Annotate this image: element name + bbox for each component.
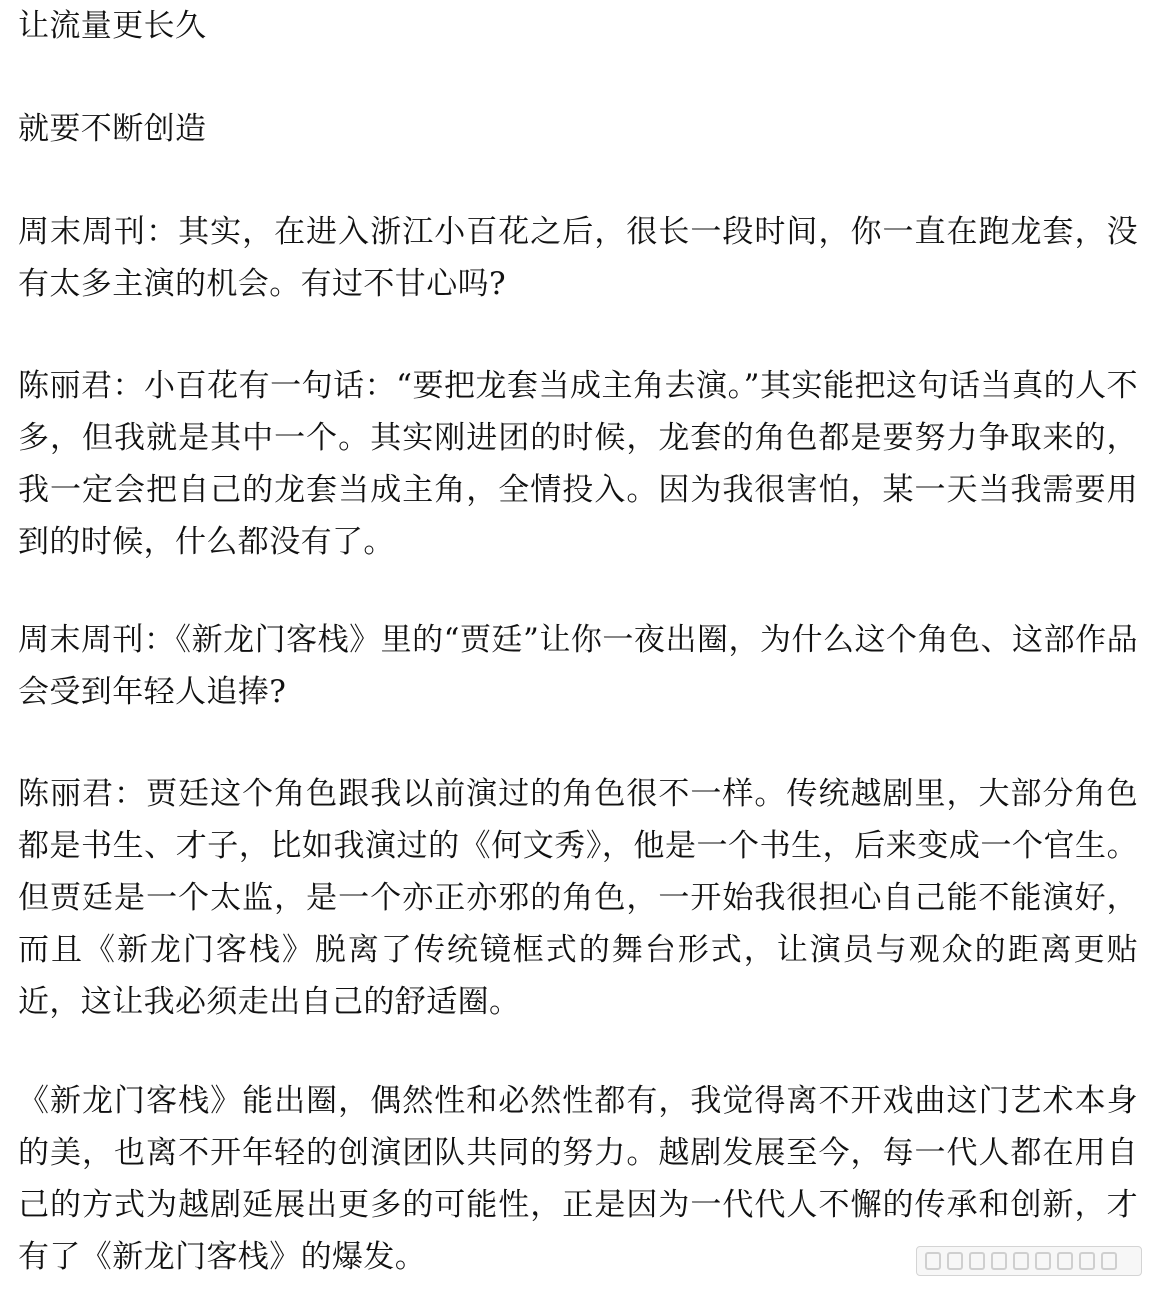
watermark-logo xyxy=(916,1246,1142,1276)
heading-line-1: 让流量更长久 xyxy=(18,8,207,44)
question-paragraph: 周末周刊：其实，在进入浙江小百花之后，很长一段时间，你一直在跑龙套，没有太多主演的机会。有过不甘心吗? xyxy=(18,214,1138,302)
watermark-glyph xyxy=(991,1252,1007,1270)
watermark-glyph xyxy=(1013,1252,1029,1270)
watermark-glyph xyxy=(947,1252,963,1270)
watermark-glyph xyxy=(1035,1252,1051,1270)
watermark-glyph xyxy=(1057,1252,1073,1270)
watermark-glyph xyxy=(969,1252,985,1270)
watermark-glyph xyxy=(1079,1252,1095,1270)
watermark-glyph xyxy=(925,1252,941,1270)
body-paragraph: 《新龙门客栈》能出圈，偶然性和必然性都有，我觉得离不开戏曲这门艺术本身的美，也离不开年轻的创演团队共同的努力。越剧发展至今，每一代人都在用自己的方式为越剧延展出更多的可能性，正是因为一代代人不懈的传承和创新，才有了《新龙门客栈》的爆发。 xyxy=(18,1083,1138,1275)
answer-paragraph: 陈丽君：小百花有一句话：“要把龙套当成主角去演。”其实能把这句话当真的人不多，但我就是其中一个。其实刚进团的时候，龙套的角色都是要努力争取来的，我一定会把自己的龙套当成主角，全情投入。因为我很害怕，某一天当我需要用到的时候，什么都没有了。 xyxy=(18,368,1138,560)
watermark-glyph xyxy=(1101,1252,1117,1270)
answer-paragraph: 陈丽君：贾廷这个角色跟我以前演过的角色很不一样。传统越剧里，大部分角色都是书生、才子，比如我演过的《何文秀》，他是一个书生，后来变成一个官生。但贾廷是一个太监，是一个亦正亦邪的角色，一开始我很担心自己能不能演好，而且《新龙门客栈》脱离了传统镜框式的舞台形式，让演员与观众的距离更贴近，这让我必须走出自己的舒适圈。 xyxy=(18,776,1138,1020)
question-paragraph: 周末周刊：《新龙门客栈》里的“贾廷”让你一夜出圈，为什么这个角色、这部作品会受到年轻人追捧? xyxy=(18,622,1138,710)
heading-line-2: 就要不断创造 xyxy=(18,111,207,147)
